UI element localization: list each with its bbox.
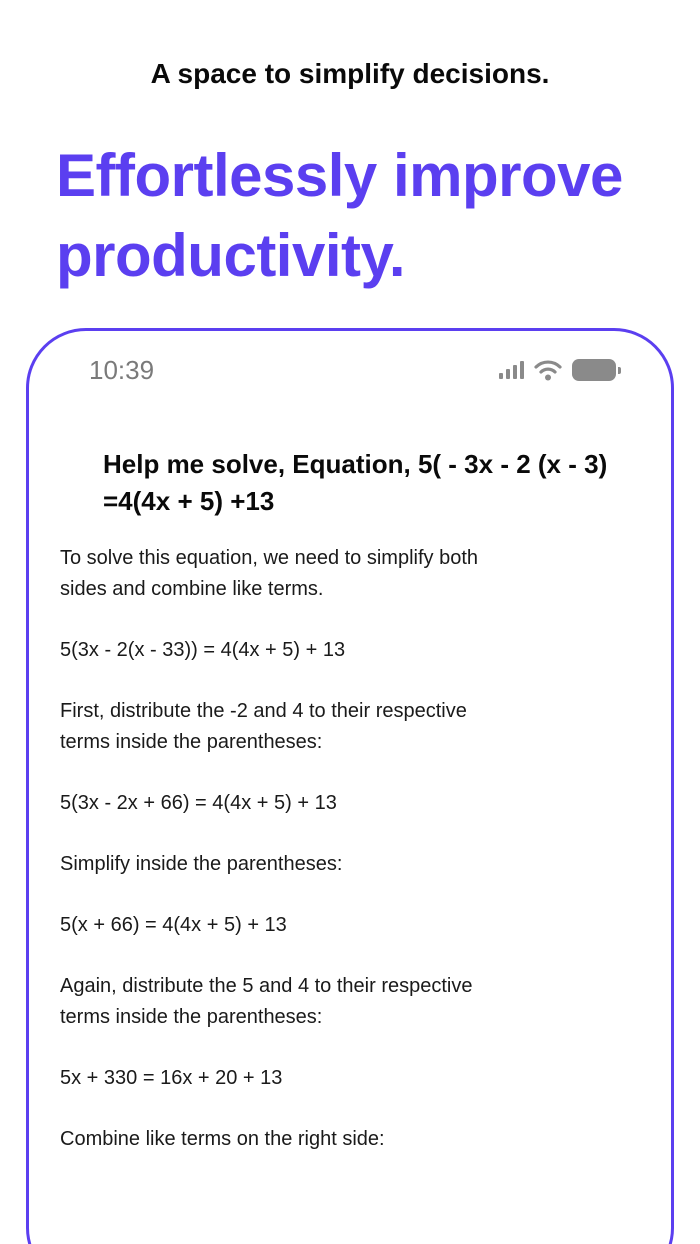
answer-body (60, 543, 480, 1185)
answer-equation: 5(3x - 2x + 66) = 4(4x + 5) + 13 (60, 792, 337, 814)
answer-paragraph: Combine like terms on the right side: (60, 1128, 385, 1150)
answer-equation: 5(3x - 2(x - 33)) = 4(4x + 5) + 13 (60, 639, 346, 661)
answer-paragraph: To solve this equation, we need to simplify both sides and combine like terms. (60, 547, 479, 600)
question-text: Help me solve, Equation, 5( - 3x - 2 (x - 3) =4(4x + 5) +13 (103, 449, 608, 516)
signal-icon (499, 361, 524, 379)
answer-equation: 5(x + 66) = 4(4x + 5) + 13 (60, 914, 287, 936)
status-icons (499, 355, 621, 385)
phone-mockup (26, 328, 674, 1244)
status-time: 10:39 (89, 355, 155, 385)
answer-paragraph: First, distribute the -2 and 4 to their respective terms inside the parentheses: (60, 700, 467, 753)
battery-icon (572, 359, 621, 381)
wifi-icon (534, 359, 562, 381)
headline: Effortlessly improve productivity. (56, 142, 623, 289)
tagline: A space to simplify decisions. (150, 58, 550, 89)
answer-equation: 5x + 330 = 16x + 20 + 13 (60, 1067, 283, 1089)
answer-paragraph: Simplify inside the parentheses: (60, 853, 343, 875)
answer-paragraph: Again, distribute the 5 and 4 to their respective terms inside the parentheses: (60, 975, 473, 1028)
